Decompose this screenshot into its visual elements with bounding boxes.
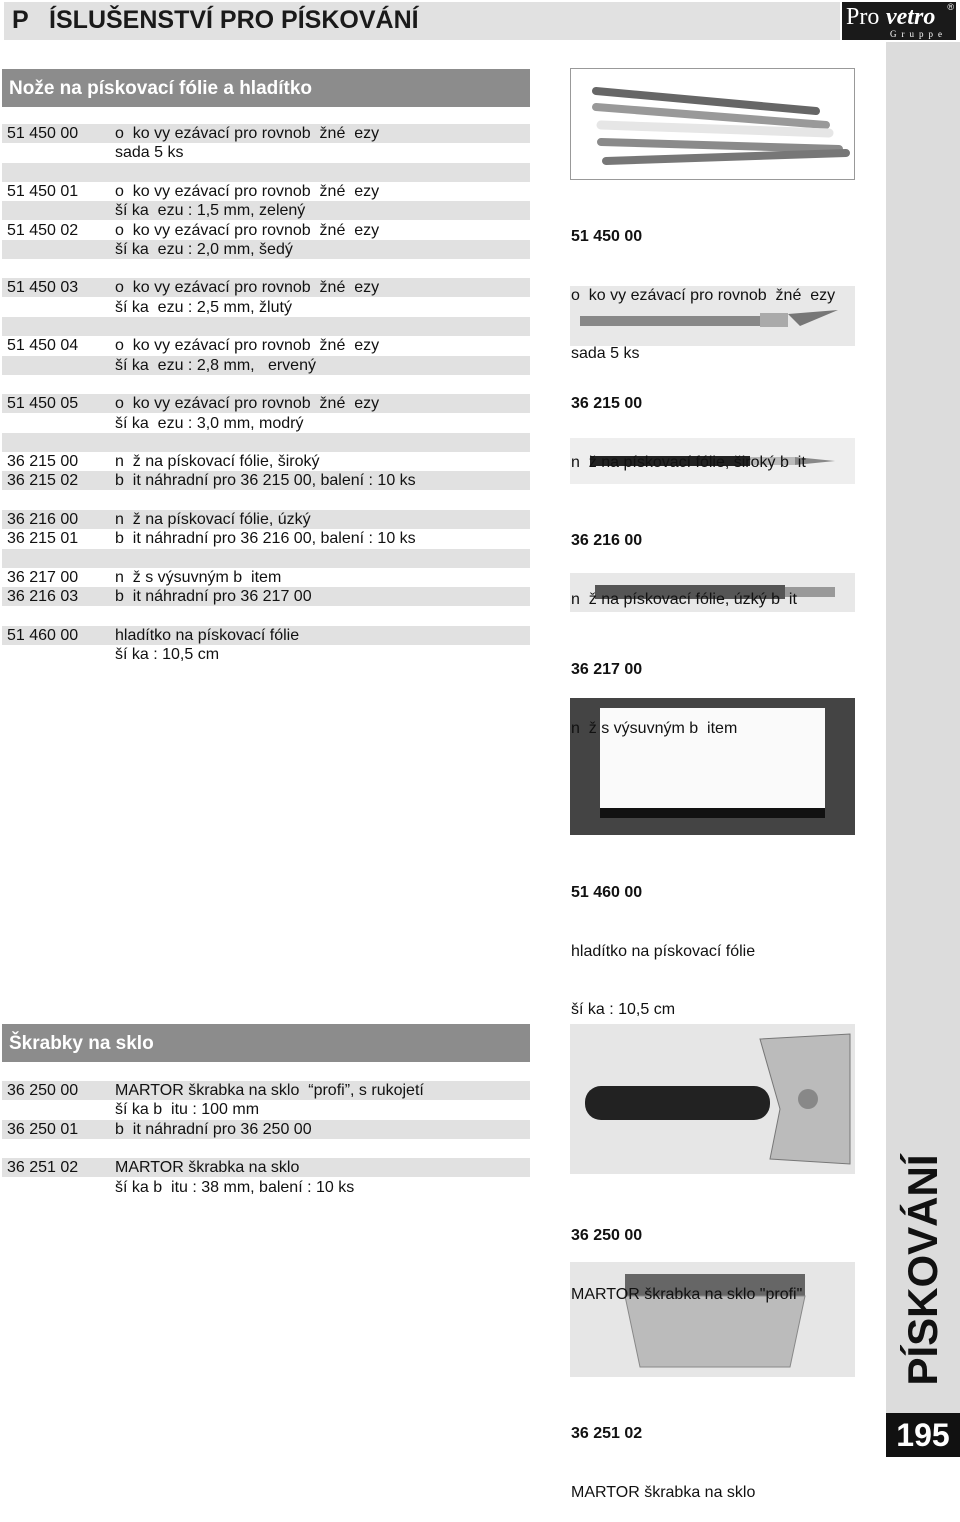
product-code: 51 450 05 [7, 395, 79, 413]
product-description: ší ka ezu : 3,0 mm, modrý [115, 414, 304, 432]
photo-scraper-profi [570, 1024, 855, 1174]
product-description: ší ka b itu : 100 mm [115, 1101, 260, 1119]
product-description: ší ka ezu : 1,5 mm, zelený [115, 202, 306, 220]
product-description: o ko vy ezávací pro rovnob žné ezy [115, 182, 380, 200]
product-row [2, 1139, 530, 1158]
product-row [2, 394, 530, 413]
caption-code: 36 251 02 [571, 1425, 643, 1442]
caption-line: hladítko na pískovací fólie [571, 942, 756, 960]
caption-code: 51 460 00 [571, 884, 643, 901]
logo-registered: ® [947, 2, 954, 12]
caption-line: o ko vy ezávací pro rovnob žné ezy [571, 286, 836, 304]
product-description: o ko vy ezávací pro rovnob žné ezy [115, 125, 380, 142]
product-description: hladítko na pískovací fólie [115, 626, 300, 644]
product-description: b it náhradní pro 36 215 00, balení : 10 ks [115, 472, 416, 490]
product-description: ší ka ezu : 2,8 mm, ervený [115, 356, 316, 374]
product-row [2, 1158, 530, 1177]
product-row [2, 1178, 530, 1197]
product-code: 51 450 03 [7, 279, 79, 297]
product-row [2, 510, 530, 529]
product-description: MARTOR škrabka na sklo “profi”, s rukojetí [115, 1082, 424, 1099]
product-description: n ž na pískovací fólie, úzký [115, 511, 311, 528]
caption-line: n ž na pískovací fólie, úzký b it [571, 590, 797, 608]
product-description: ší ka b itu : 38 mm, balení : 10 ks [115, 1178, 355, 1196]
caption-36-217-00 [571, 621, 737, 758]
product-row [2, 491, 530, 510]
product-row [2, 471, 530, 490]
product-code: 51 450 04 [7, 337, 79, 355]
product-description: ší ka ezu : 2,5 mm, žlutý [115, 298, 292, 316]
product-code: 36 250 01 [7, 1120, 79, 1138]
product-row [2, 317, 530, 336]
product-row [2, 1120, 530, 1139]
product-row [2, 336, 530, 355]
caption-36-215-00 [571, 355, 806, 492]
product-code: 51 450 02 [7, 221, 79, 239]
product-row [2, 201, 530, 220]
product-code: 36 216 00 [7, 511, 79, 528]
caption-36-216-00 [571, 492, 797, 629]
product-code: 36 217 00 [7, 568, 79, 586]
photo-cutting-pens [570, 68, 855, 180]
caption-36-250-00 [571, 1187, 802, 1324]
section-heading-knives: Nože na pískovací fólie a hladítko [2, 69, 530, 107]
caption-code: 36 250 00 [571, 1227, 643, 1244]
caption-51-460-00 [571, 844, 755, 1039]
cutting-pens-icon [571, 69, 854, 179]
product-row [2, 626, 530, 645]
product-code: 36 215 00 [7, 453, 79, 471]
caption-code: 36 216 00 [571, 532, 643, 549]
product-row [2, 452, 530, 471]
product-code: 36 251 02 [7, 1159, 79, 1177]
caption-line: MARTOR škrabka na sklo "profi" [571, 1285, 803, 1303]
product-row [2, 278, 530, 297]
product-description: o ko vy ezávací pro rovnob žné ezy [115, 395, 380, 413]
product-description: b it náhradní pro 36 250 00 [115, 1120, 312, 1138]
logo-pro: Pro [846, 4, 880, 30]
product-row [2, 298, 530, 317]
caption-line: MARTOR škrabka na sklo [571, 1483, 756, 1501]
product-code: 36 250 00 [7, 1082, 79, 1099]
product-row [2, 182, 530, 201]
caption-51-450-00 [571, 188, 835, 383]
product-description: ší ka ezu : 2,0 mm, šedý [115, 240, 293, 258]
product-row [2, 549, 530, 568]
side-tab-label [878, 1154, 960, 1386]
product-row [2, 607, 530, 626]
caption-code: 36 215 00 [571, 395, 643, 412]
product-description: o ko vy ezávací pro rovnob žné ezy [115, 279, 380, 297]
product-description: n ž na pískovací fólie, široký [115, 453, 320, 471]
product-row [2, 645, 530, 664]
page-header [0, 0, 960, 42]
product-description: n ž s výsuvným b item [115, 568, 282, 586]
provetro-logo [842, 2, 956, 40]
product-row [2, 1100, 530, 1119]
product-row [2, 259, 530, 278]
caption-line: n ž na pískovací fólie, široký b it [571, 453, 806, 471]
caption-code: 36 217 00 [571, 661, 643, 678]
product-row [2, 375, 530, 394]
side-tab-text: PÍSKOVÁNÍ [899, 1154, 946, 1386]
section-heading-scrapers: Škrabky na sklo [2, 1024, 530, 1062]
product-code: 36 216 03 [7, 588, 79, 606]
product-row [2, 163, 530, 182]
product-description: o ko vy ezávací pro rovnob žné ezy [115, 221, 380, 239]
caption-line: ší ka : 10,5 cm [571, 1001, 676, 1018]
logo-vetro: vetro [886, 4, 936, 30]
page-number: 195 [886, 1413, 960, 1457]
product-row [2, 356, 530, 375]
product-description: b it náhradní pro 36 217 00 [115, 588, 312, 606]
product-description: o ko vy ezávací pro rovnob žné ezy [115, 337, 380, 355]
product-row [2, 1081, 530, 1100]
caption-code: 51 450 00 [571, 228, 643, 245]
caption-line: sada 5 ks [571, 345, 640, 362]
logo-gruppe: Gruppe [890, 29, 947, 39]
product-description: sada 5 ks [115, 144, 184, 162]
product-description: ší ka : 10,5 cm [115, 646, 220, 664]
product-row [2, 240, 530, 259]
page-title: P ÍSLUŠENSTVÍ PRO PÍSKOVÁNÍ [12, 6, 419, 34]
product-row [2, 124, 530, 143]
product-row [2, 414, 530, 433]
product-row [2, 587, 530, 606]
product-code: 51 450 01 [7, 182, 79, 200]
product-code: 51 460 00 [7, 626, 79, 644]
caption-line: n ž s výsuvným b item [571, 719, 738, 737]
product-row [2, 221, 530, 240]
product-code: 36 215 02 [7, 472, 79, 490]
product-row [2, 529, 530, 548]
product-code: 51 450 00 [7, 125, 79, 142]
product-code: 36 215 01 [7, 530, 79, 548]
scraper-profi-icon [570, 1024, 855, 1174]
product-description: MARTOR škrabka na sklo [115, 1159, 300, 1177]
product-description: b it náhradní pro 36 216 00, balení : 10 ks [115, 530, 416, 548]
caption-36-251-02 [571, 1385, 755, 1522]
product-row [2, 568, 530, 587]
product-row [2, 143, 530, 162]
product-row [2, 433, 530, 452]
